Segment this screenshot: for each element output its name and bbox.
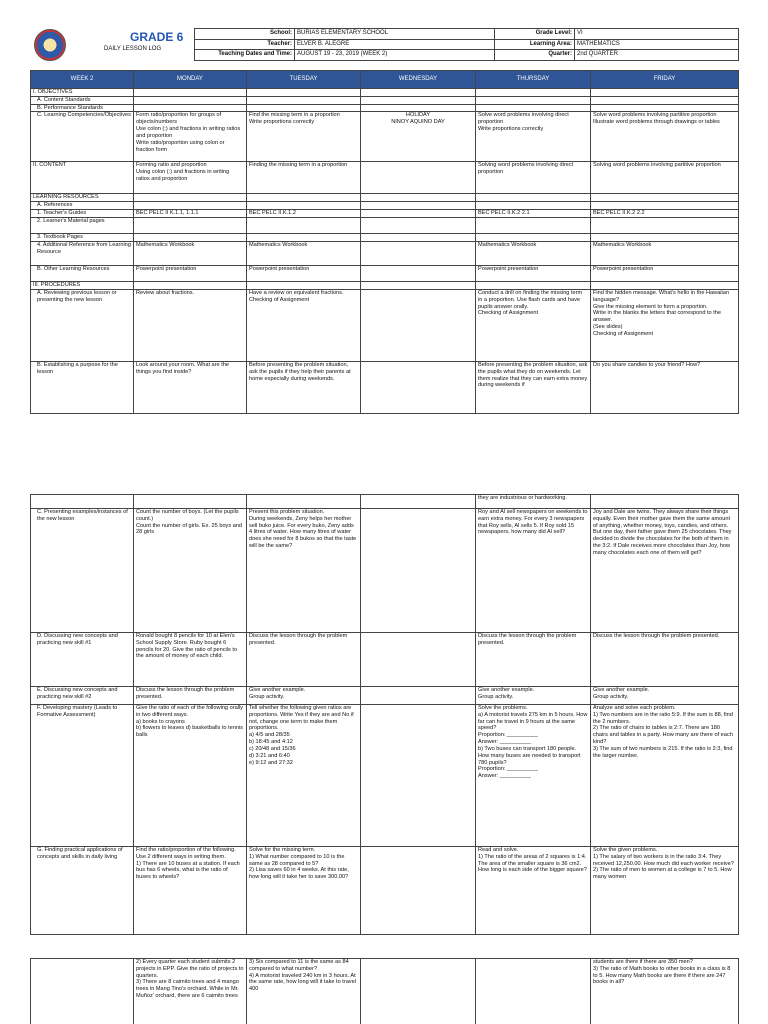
table-cell: Present this problem situation. During weekends, Zeny helps her mother sell buko juice. For every buko, Zeny adds 4 litres of water. How many litres of water does she need for 8 bukos so that the taste will be the same? (247, 509, 361, 633)
table-cell (361, 210, 476, 218)
table-cell: Solve for the missing term. 1) What number compared to 10 is the same as 28 compared to 5? 2) Lisa saves 60 in 4 weeks. At this rate, how long will it take her to save 300.00? (247, 847, 361, 935)
table-row (31, 847, 739, 935)
table-cell: Solving word problems involving partitive proportion (591, 162, 739, 194)
table-cell: Roy and Al sell newspapers on weekends to earn extra money. For every 3 newspapers that Roy sells, Al sells 5. If Roy sold 15 newspapers, how many did Al sell? (476, 509, 591, 633)
table-row (31, 89, 739, 97)
table-cell: Before presenting the problem situation, ask the pupils what they do on weekends. Let them realize that they can earn extra money during weekends if (476, 361, 591, 413)
table-cell: Mathematics Workbook (134, 242, 247, 266)
table-cell (361, 687, 476, 705)
dll-title: DAILY LESSON LOG (104, 46, 162, 52)
table-cell: Solve word problems involving partitive proportion Illustrate word problems through drawings or tables (591, 112, 739, 162)
table-cell: Powerpoint presentation (476, 266, 591, 282)
row-label: A. Content Standards (31, 96, 134, 104)
table-cell: Find the ratio/proportion of the following. Use 2 different ways in writing them. 1) There are 10 buses at a station. If each bus has 6 wheels, what is the ratio of buses to wheels? (134, 847, 247, 935)
table-cell (361, 162, 476, 194)
table-row (31, 234, 739, 242)
table-cell (591, 194, 739, 202)
table-cell: Have a review on equivalent fractions. Checking of Assignment (247, 289, 361, 361)
col-week: WEEK 2 (31, 71, 134, 89)
table-cell (361, 509, 476, 633)
table-cell: Form ratio/proportion for groups of objects/numbers Use colon (:) and fractions in writing ratios and proportion Write ratio/proportion using colon or fraction form (134, 112, 247, 162)
lesson-table-page-1 (30, 70, 738, 414)
table-cell: Joy and Dale are twins. They always share their things equally. Even their mother gave them the same amount of anything, whether money, toys, candies, and others. But one day, their father gave them 25 chocolates. They decided to divide the chocolates for the both of them in the 3:2. If Dale receives more chocolates than Joy, how many chocolates each one of them will get? (591, 509, 739, 633)
table-cell: Mathematics Workbook (247, 242, 361, 266)
table-cell (361, 495, 476, 509)
quarter-label: Quarter: (495, 50, 575, 61)
table-cell: Give another example. Group activity. (247, 687, 361, 705)
table-cell (476, 202, 591, 210)
table-cell (361, 282, 476, 290)
table-cell: Solve word problems involving direct proportion Write proportions correctly (476, 112, 591, 162)
table-cell (134, 282, 247, 290)
table-cell (247, 234, 361, 242)
table-cell (134, 194, 247, 202)
table-row (31, 242, 739, 266)
table-row (31, 202, 739, 210)
table-row (31, 633, 739, 687)
table-cell (134, 96, 247, 104)
table-cell (476, 282, 591, 290)
table-cell: Give another example. Group activity. (591, 687, 739, 705)
row-label: II. CONTENT (31, 162, 134, 194)
table-row (31, 495, 739, 509)
table-cell: Find the missing term in a proportion Write proportions correctly (247, 112, 361, 162)
table-cell: Forming ratio and proportion Using colon (:) and fractions in writing ratios and proportion (134, 162, 247, 194)
table-cell: students are there if there are 350 men? 3) The ratio of Math books to other books in a class is 8 to 5. How many Math books are there if there are 247 books in all? (591, 959, 739, 1024)
table-row (31, 194, 739, 202)
row-label (31, 959, 134, 1024)
table-cell (134, 234, 247, 242)
table-cell: Give another example. Group activity. (476, 687, 591, 705)
row-label: G. Finding practical applications of concepts and skills in daily living (31, 847, 134, 935)
row-label (31, 495, 134, 509)
table-cell (591, 202, 739, 210)
table-cell (361, 202, 476, 210)
col-tuesday: TUESDAY (247, 71, 361, 89)
school-value: BURIAS ELEMENTARY SCHOOL (295, 29, 495, 40)
table-cell: Analyze and solve each problem. 1) Two numbers are in the ratio 5:9. If the sum is 88, find the 2 numbers. 2) The ratio of chairs to tables is 2:7. There are 180 chairs and tables in a party. How many are there of each kind? 3) The sum of two numbers is 215. If the ratio is 2:3, find the larger number. (591, 705, 739, 847)
table-cell: Conduct a drill on finding the missing term in a proportion. Use flash cards and have pupils answer orally. Checking of Assignment (476, 289, 591, 361)
table-row (31, 112, 739, 162)
table-cell: 3) Six compared to 11 is the same as 84 compared to what number? 4) A motorist traveled 240 km in 3 hours. At the same rate, how long will it take to travel 400 (247, 959, 361, 1024)
row-label: I. OBJECTIVES (31, 89, 134, 97)
teacher-value: ELVER B. ALEGRE (295, 39, 495, 50)
table-cell: Before presenting the problem situation, ask the pupils if they help their parents at home especially during weekends. (247, 361, 361, 413)
lesson-table (30, 70, 739, 414)
table-row (31, 96, 739, 104)
row-label: B. Performance Standards (31, 104, 134, 112)
table-cell: Discuss the lesson through the problem presented. (476, 633, 591, 687)
table-row (31, 162, 739, 194)
table-cell (591, 218, 739, 234)
table-cell (361, 361, 476, 413)
table-cell: 2) Every quarter each student submits 2 projects in EPP. Give the ratio of projects to quarters. 3) There are 8 caimito trees and 4 mango trees in Mang Tino's orchard. While in Mr. Muñoz' orchard, there are 6 caimito trees (134, 959, 247, 1024)
table-cell (361, 242, 476, 266)
table-cell (476, 218, 591, 234)
table-cell (361, 705, 476, 847)
table-cell (247, 282, 361, 290)
table-cell (247, 104, 361, 112)
table-cell: Discuss the lesson through the problem presented. (247, 633, 361, 687)
lesson-table-page-3 (30, 958, 738, 1024)
table-cell (134, 104, 247, 112)
table-cell (361, 218, 476, 234)
table-row (31, 509, 739, 633)
table-row (31, 266, 739, 282)
grade-level-label: Grade Level: (495, 29, 575, 40)
learning-area-value: MATHEMATICS (575, 39, 739, 50)
table-cell (476, 104, 591, 112)
table-cell: Solve the given problems. 1) The salary of two workers is in the ratio 3:4. They received 12,250.00. How much did each worker receive? 2) The ratio of men to women at a college is 7 to 5. How many women (591, 847, 739, 935)
table-cell: BEC PELC II.K.1.2 (247, 210, 361, 218)
table-cell: BEC PELC II.K.2 2.2 (591, 210, 739, 218)
row-label: 4. Additional Reference from Learning Resource (31, 242, 134, 266)
table-row (31, 218, 739, 234)
table-cell: Tell whether the following given ratios are proportions. Write Yes if they are and No if not, change one term to make them proportions. a) 4/5 and 28/35 b) 18:45 and 4:12 c) 20/48 and 15/36 d) 3:21 and 6:40 e) 9:12 and 27:32 (247, 705, 361, 847)
table-row (31, 289, 739, 361)
table-cell (247, 495, 361, 509)
table-cell: BEC PELC II.K.2 2.1 (476, 210, 591, 218)
row-label: 3. Textbook Pages (31, 234, 134, 242)
table-cell (134, 89, 247, 97)
row-label: LEARNING RESOURCES (31, 194, 134, 202)
table-cell: Powerpoint presentation (591, 266, 739, 282)
school-label: School: (195, 29, 295, 40)
table-cell: Do you share candies to your friend? How? (591, 361, 739, 413)
quarter-value: 2nd QUARTER (575, 50, 739, 61)
table-cell (134, 495, 247, 509)
table-cell (591, 495, 739, 509)
table-cell: they are industrious or hardworking. (476, 495, 591, 509)
table-cell (591, 89, 739, 97)
col-wednesday: WEDNESDAY (361, 71, 476, 89)
table-cell (361, 633, 476, 687)
table-row (31, 959, 739, 1024)
table-cell: Solve the problems. a) A motorist travels 275 km in 5 hours. How far can he travel in 9 hours at the same speed? Proportion: __________ Answer: __________ b) Two buses can transport 180 people. How many buses are needed to transport 780 pupils? Proportion: __________ Answer: __________ (476, 705, 591, 847)
table-cell (361, 104, 476, 112)
table-cell: Give the ratio of each of the following orally in two different ways. a) books to crayons b) flowers to leaves d) basketballs to tennis balls (134, 705, 247, 847)
row-label: 2. Learner's Material pages (31, 218, 134, 234)
row-label: E. Discussing new concepts and practicing new skill #2 (31, 687, 134, 705)
table-cell (476, 234, 591, 242)
table-cell (361, 959, 476, 1024)
row-label: A. Reviewing previous lesson or presenting the new lesson (31, 289, 134, 361)
table-cell: Review about fractions. (134, 289, 247, 361)
table-cell: Finding the missing term in a proportion (247, 162, 361, 194)
table-cell: Ronald bought 8 pencils for 10 at Elen's School Supply Store. Ruby bought 6 pencils for 20. Give the ratio of pencils to the amount of money of each child. (134, 633, 247, 687)
table-cell: Mathematics Workbook (591, 242, 739, 266)
table-cell (361, 234, 476, 242)
table-cell (134, 218, 247, 234)
table-cell: Find the hidden message. What's hello in the Hawaiian language? Give the missing element to form a proportion. Write in the blanks the letters that correspond to the answer. (See slides) Checking of Assignment (591, 289, 739, 361)
table-cell (361, 194, 476, 202)
row-label: D. Discussing new concepts and practicing new skill #1 (31, 633, 134, 687)
table-row (31, 104, 739, 112)
grade-title: GRADE 6 (130, 30, 184, 44)
teacher-label: Teacher: (195, 39, 295, 50)
col-monday: MONDAY (134, 71, 247, 89)
lesson-table-continued (30, 494, 739, 935)
row-label: B. Establishing a purpose for the lesson (31, 361, 134, 413)
table-cell: Look around your room. What are the things you find inside? (134, 361, 247, 413)
table-cell: BEC PELC II K.1.1, 1.1.1 (134, 210, 247, 218)
table-cell: Mathematics Workbook (476, 242, 591, 266)
header-meta-table (194, 28, 739, 61)
dates-value: AUGUST 19 - 23, 2019 (WEEK 2) (295, 50, 495, 61)
table-cell: Solving word problems involving direct proportion (476, 162, 591, 194)
table-cell (591, 96, 739, 104)
table-cell (476, 959, 591, 1024)
table-cell (591, 234, 739, 242)
learning-area-label: Learning Area: (495, 39, 575, 50)
row-label: 1. Teacher's Guides (31, 210, 134, 218)
row-label: A. References (31, 202, 134, 210)
deped-seal-icon (34, 29, 66, 61)
table-cell (591, 282, 739, 290)
table-cell: Discuss the lesson through the problem presented. (591, 633, 739, 687)
table-cell (247, 218, 361, 234)
table-cell (361, 847, 476, 935)
lesson-table-page-2 (30, 494, 738, 935)
row-label: F. Developing mastery (Leads to Formative Assessment) (31, 705, 134, 847)
table-row (31, 210, 739, 218)
col-friday: FRIDAY (591, 71, 739, 89)
table-cell: Count the number of boys. (Let the pupils count.) Count the number of girls. Ex. 25 boys and 28 girls (134, 509, 247, 633)
table-row (31, 687, 739, 705)
row-label: III. PROCEDURES (31, 282, 134, 290)
table-cell (247, 96, 361, 104)
lesson-table-continued-2 (30, 958, 739, 1024)
table-cell (247, 202, 361, 210)
dates-label: Teaching Dates and Time: (195, 50, 295, 61)
row-label: C. Presenting examples/instances of the new lesson (31, 509, 134, 633)
table-cell (476, 96, 591, 104)
table-cell (361, 266, 476, 282)
header (30, 28, 738, 60)
row-label: B. Other Learning Resources (31, 266, 134, 282)
table-cell (476, 194, 591, 202)
grade-level-value: VI (575, 29, 739, 40)
table-row (31, 282, 739, 290)
table-cell: Powerpoint presentation (134, 266, 247, 282)
table-cell (361, 96, 476, 104)
table-cell (134, 202, 247, 210)
table-cell: Powerpoint presentation (247, 266, 361, 282)
table-cell: HOLIDAY NINOY AQUINO DAY (361, 112, 476, 162)
table-cell (591, 104, 739, 112)
table-cell (361, 289, 476, 361)
table-cell (361, 89, 476, 97)
col-thursday: THURSDAY (476, 71, 591, 89)
table-cell (476, 89, 591, 97)
row-label: C. Learning Competencies/Objectives (31, 112, 134, 162)
table-cell (247, 194, 361, 202)
table-row (31, 361, 739, 413)
table-cell (247, 89, 361, 97)
table-cell: Discuss the lesson through the problem presented. (134, 687, 247, 705)
table-row (31, 705, 739, 847)
table-cell: Read and solve. 1) The ratio of the areas of 2 squares is 1:4. The area of the smaller square is 36 cm2. How long is each side of the bigger square? (476, 847, 591, 935)
